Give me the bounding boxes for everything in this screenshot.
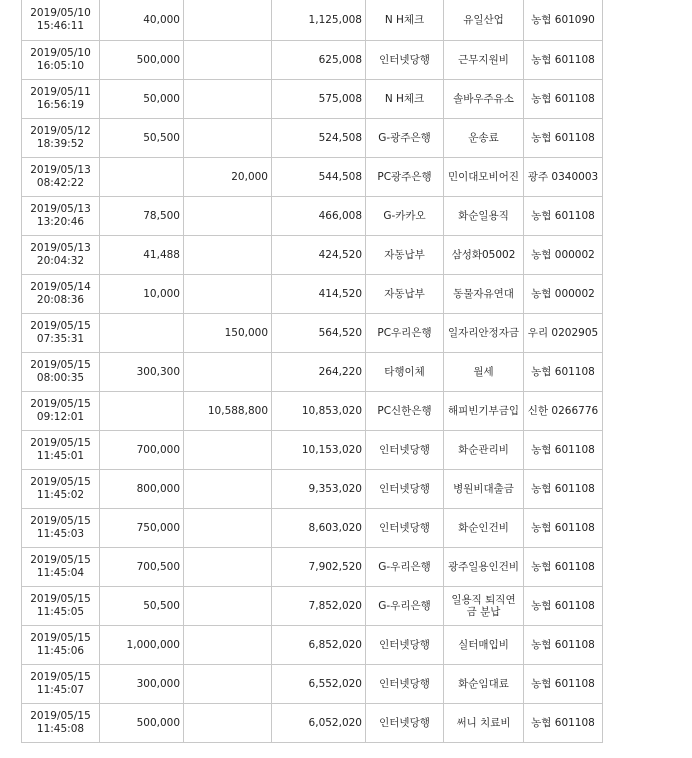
time-text: 09:12:01 (36, 411, 85, 423)
balance-cell: 10,153,020 (272, 430, 366, 469)
balance-cell: 9,353,020 (272, 469, 366, 508)
account-cell: 농협 601108 (524, 118, 603, 157)
balance-cell: 414,520 (272, 274, 366, 313)
datetime-cell (22, 547, 100, 586)
transaction-row (22, 40, 603, 79)
deposit-cell (184, 235, 272, 274)
account-cell: 광주 0340003 (524, 157, 603, 196)
memo-cell: 일용직 퇴직연금 분납 (444, 586, 524, 625)
deposit-cell: 10,588,800 (184, 391, 272, 430)
withdrawal-cell: 41,488 (100, 235, 184, 274)
account-cell: 농협 601108 (524, 586, 603, 625)
transaction-table-body (22, 0, 603, 742)
memo-cell: 유일산업 (444, 0, 524, 40)
time-text: 11:45:06 (36, 645, 85, 657)
account-cell: 농협 601108 (524, 664, 603, 703)
deposit-cell (184, 79, 272, 118)
deposit-cell (184, 625, 272, 664)
time-text: 08:42:22 (36, 177, 85, 189)
memo-cell: 삼성화05002 (444, 235, 524, 274)
memo-cell: 근무지원비 (444, 40, 524, 79)
withdrawal-cell (100, 391, 184, 430)
account-cell: 농협 601108 (524, 703, 603, 742)
deposit-cell (184, 703, 272, 742)
datetime-cell (22, 313, 100, 352)
transaction-row (22, 313, 603, 352)
transaction-type-cell: 인터넷당행 (366, 469, 444, 508)
datetime-cell (22, 664, 100, 703)
time-text: 15:46:11 (36, 20, 85, 33)
transaction-row (22, 430, 603, 469)
transaction-row (22, 274, 603, 313)
withdrawal-cell: 50,500 (100, 118, 184, 157)
memo-cell: 광주일용인건비 (444, 547, 524, 586)
balance-cell: 1,125,008 (272, 0, 366, 40)
deposit-cell: 20,000 (184, 157, 272, 196)
balance-cell: 6,052,020 (272, 703, 366, 742)
date-text: 2019/05/15 (30, 437, 91, 449)
transaction-type-cell: G-카카오 (366, 196, 444, 235)
transaction-type-cell: PC광주은행 (366, 157, 444, 196)
balance-cell: 564,520 (272, 313, 366, 352)
transaction-row (22, 664, 603, 703)
balance-cell: 8,603,020 (272, 508, 366, 547)
time-text: 20:04:32 (36, 255, 85, 267)
datetime-cell (22, 625, 100, 664)
date-text: 2019/05/10 (30, 7, 91, 20)
transaction-type-cell: 인터넷당행 (366, 664, 444, 703)
withdrawal-cell: 78,500 (100, 196, 184, 235)
balance-cell: 544,508 (272, 157, 366, 196)
transaction-type-cell: 인터넷당행 (366, 508, 444, 547)
account-cell: 우리 0202905 (524, 313, 603, 352)
balance-cell: 575,008 (272, 79, 366, 118)
account-cell: 농협 000002 (524, 235, 603, 274)
date-text: 2019/05/13 (30, 242, 91, 254)
date-text: 2019/05/15 (30, 671, 91, 683)
transaction-type-cell: G-우리은행 (366, 547, 444, 586)
memo-cell: 실터매입비 (444, 625, 524, 664)
transaction-row (22, 586, 603, 625)
transaction-row (22, 352, 603, 391)
withdrawal-cell: 500,000 (100, 40, 184, 79)
date-text: 2019/05/14 (30, 281, 91, 293)
account-cell: 농협 601090 (524, 0, 603, 40)
memo-cell: 화순일용직 (444, 196, 524, 235)
balance-cell: 466,008 (272, 196, 366, 235)
balance-cell: 625,008 (272, 40, 366, 79)
withdrawal-cell: 800,000 (100, 469, 184, 508)
transaction-row (22, 469, 603, 508)
datetime-cell (22, 40, 100, 79)
balance-cell: 6,852,020 (272, 625, 366, 664)
deposit-cell (184, 196, 272, 235)
withdrawal-cell: 500,000 (100, 703, 184, 742)
balance-cell: 264,220 (272, 352, 366, 391)
transaction-row (22, 0, 603, 40)
withdrawal-cell: 300,000 (100, 664, 184, 703)
balance-cell: 7,902,520 (272, 547, 366, 586)
account-cell: 농협 000002 (524, 274, 603, 313)
withdrawal-cell: 50,500 (100, 586, 184, 625)
datetime-cell (22, 79, 100, 118)
deposit-cell (184, 0, 272, 40)
transaction-type-cell: 인터넷당행 (366, 40, 444, 79)
memo-cell: 일자리안정자금 (444, 313, 524, 352)
balance-cell: 10,853,020 (272, 391, 366, 430)
withdrawal-cell: 1,000,000 (100, 625, 184, 664)
date-text: 2019/05/10 (30, 47, 91, 59)
transaction-row (22, 79, 603, 118)
memo-cell: 운송료 (444, 118, 524, 157)
transaction-row (22, 196, 603, 235)
transaction-type-cell: G-우리은행 (366, 586, 444, 625)
account-cell: 농협 601108 (524, 508, 603, 547)
date-text: 2019/05/15 (30, 632, 91, 644)
balance-cell: 7,852,020 (272, 586, 366, 625)
datetime-cell (22, 0, 100, 40)
date-text: 2019/05/15 (30, 710, 91, 722)
deposit-cell (184, 664, 272, 703)
memo-cell: 민이대모비어진 (444, 157, 524, 196)
transaction-type-cell: PC신한은행 (366, 391, 444, 430)
date-text: 2019/05/15 (30, 398, 91, 410)
time-text: 07:35:31 (36, 333, 85, 345)
time-text: 11:45:04 (36, 567, 85, 579)
time-text: 11:45:08 (36, 723, 85, 735)
datetime-cell (22, 391, 100, 430)
deposit-cell (184, 352, 272, 391)
deposit-cell (184, 469, 272, 508)
memo-cell: 월세 (444, 352, 524, 391)
time-text: 11:45:07 (36, 684, 85, 696)
date-text: 2019/05/12 (30, 125, 91, 137)
datetime-cell (22, 703, 100, 742)
transaction-type-cell: N H체크 (366, 0, 444, 40)
datetime-cell (22, 430, 100, 469)
memo-cell: 써니 치료비 (444, 703, 524, 742)
date-text: 2019/05/13 (30, 164, 91, 176)
deposit-cell (184, 40, 272, 79)
account-cell: 농협 601108 (524, 430, 603, 469)
withdrawal-cell: 40,000 (100, 0, 184, 40)
transaction-row (22, 703, 603, 742)
account-cell: 농협 601108 (524, 196, 603, 235)
datetime-cell (22, 118, 100, 157)
time-text: 08:00:35 (36, 372, 85, 384)
memo-cell: 솔바우주유소 (444, 79, 524, 118)
transaction-row (22, 118, 603, 157)
transaction-row (22, 547, 603, 586)
time-text: 11:45:03 (36, 528, 85, 540)
time-text: 20:08:36 (36, 294, 85, 306)
account-cell: 농협 601108 (524, 79, 603, 118)
withdrawal-cell: 700,500 (100, 547, 184, 586)
time-text: 13:20:46 (36, 216, 85, 228)
deposit-cell (184, 586, 272, 625)
transaction-row (22, 625, 603, 664)
date-text: 2019/05/15 (30, 515, 91, 527)
transaction-row (22, 157, 603, 196)
account-cell: 농협 601108 (524, 40, 603, 79)
account-cell: 농협 601108 (524, 547, 603, 586)
time-text: 11:45:01 (36, 450, 85, 462)
account-cell: 농협 601108 (524, 625, 603, 664)
datetime-cell (22, 469, 100, 508)
transaction-type-cell: PC우리은행 (366, 313, 444, 352)
withdrawal-cell (100, 313, 184, 352)
datetime-cell (22, 508, 100, 547)
memo-cell: 화순인건비 (444, 508, 524, 547)
deposit-cell (184, 547, 272, 586)
withdrawal-cell: 300,300 (100, 352, 184, 391)
transaction-type-cell: N H체크 (366, 79, 444, 118)
date-text: 2019/05/15 (30, 359, 91, 371)
withdrawal-cell: 750,000 (100, 508, 184, 547)
balance-cell: 6,552,020 (272, 664, 366, 703)
date-text: 2019/05/15 (30, 593, 91, 605)
time-text: 11:45:02 (36, 489, 85, 501)
datetime-cell (22, 586, 100, 625)
transaction-type-cell: 자동납부 (366, 235, 444, 274)
datetime-cell (22, 235, 100, 274)
date-text: 2019/05/15 (30, 320, 91, 332)
memo-cell: 화순임대료 (444, 664, 524, 703)
balance-cell: 424,520 (272, 235, 366, 274)
transaction-type-cell: 자동납부 (366, 274, 444, 313)
datetime-cell (22, 196, 100, 235)
date-text: 2019/05/13 (30, 203, 91, 215)
transaction-row (22, 508, 603, 547)
memo-cell: 해피빈기부금입 (444, 391, 524, 430)
deposit-cell (184, 118, 272, 157)
account-cell: 농협 601108 (524, 352, 603, 391)
datetime-cell (22, 352, 100, 391)
transaction-type-cell: 인터넷당행 (366, 703, 444, 742)
transaction-type-cell: 인터넷당행 (366, 430, 444, 469)
deposit-cell (184, 430, 272, 469)
transaction-type-cell: 인터넷당행 (366, 625, 444, 664)
transaction-type-cell: G-광주은행 (366, 118, 444, 157)
deposit-cell (184, 274, 272, 313)
memo-cell: 동물자유연대 (444, 274, 524, 313)
deposit-cell (184, 508, 272, 547)
time-text: 16:05:10 (36, 60, 85, 72)
date-text: 2019/05/15 (30, 554, 91, 566)
date-text: 2019/05/11 (30, 86, 91, 98)
balance-cell: 524,508 (272, 118, 366, 157)
transaction-row (22, 391, 603, 430)
date-text: 2019/05/15 (30, 476, 91, 488)
transaction-row (22, 235, 603, 274)
account-cell: 농협 601108 (524, 469, 603, 508)
datetime-cell (22, 157, 100, 196)
time-text: 11:45:05 (36, 606, 85, 618)
account-cell: 신한 0266776 (524, 391, 603, 430)
transaction-type-cell: 타행이체 (366, 352, 444, 391)
withdrawal-cell (100, 157, 184, 196)
time-text: 16:56:19 (36, 99, 85, 111)
withdrawal-cell: 10,000 (100, 274, 184, 313)
withdrawal-cell: 50,000 (100, 79, 184, 118)
memo-cell: 화순관리비 (444, 430, 524, 469)
transaction-table (21, 0, 603, 743)
memo-cell: 병원비대출금 (444, 469, 524, 508)
datetime-cell (22, 274, 100, 313)
deposit-cell: 150,000 (184, 313, 272, 352)
time-text: 18:39:52 (36, 138, 85, 150)
withdrawal-cell: 700,000 (100, 430, 184, 469)
